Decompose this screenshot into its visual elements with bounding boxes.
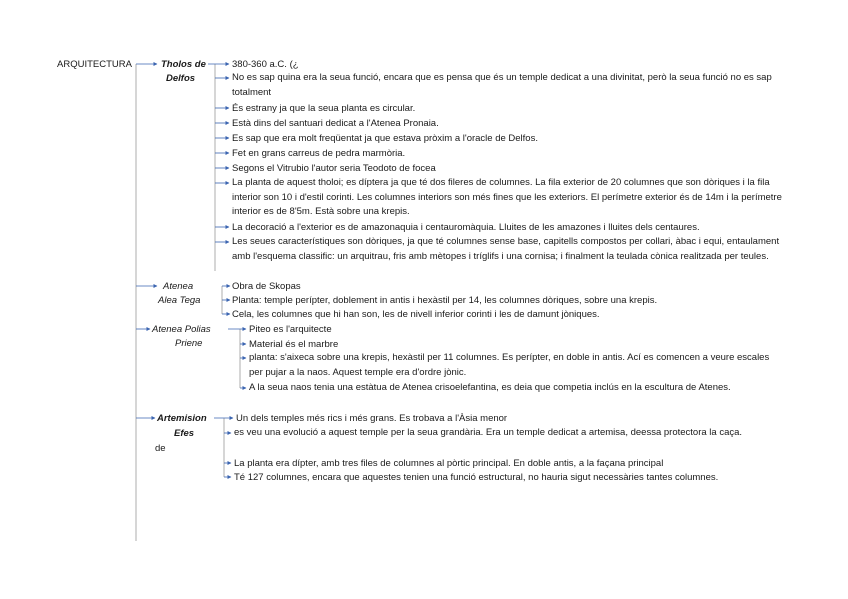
polias-item: Piteo es l'arquitecte [249, 324, 332, 335]
artemision-item: Un dels temples més rics i més grans. Es trobava a l'Àsia menor [236, 413, 508, 424]
artemision-item: La planta era dípter, amb tres files de columnes al pòrtic principal. En doble antis, a la façana principal [234, 458, 664, 469]
topic-artemision-title-line3: de [155, 443, 166, 454]
tholos-item: No es sap quina era la seua funció, encara que es pensa que és un temple dedicat a una divinitat, però la seua funció no es sap totalment [232, 72, 772, 98]
alea-item: Obra de Skopas [232, 281, 301, 292]
topic-alea-title-line2: Alea Tega [158, 295, 201, 306]
alea-item: Cela, les columnes que hi han son, les de nivell inferior corinti i les de damunt jòniques. [232, 309, 600, 320]
tholos-item: Està dins del santuari dedicat a l'Atenea Pronaia. [232, 118, 439, 129]
polias-item: planta: s'aixeca sobre una krepis, hexàstil per 11 columnes. Es perípter, en doble in antis. Ací es comencen a veure escales per pujar a la naos. Aquest temple era d'ordre jònic. [249, 352, 770, 378]
topic-polias-title-line1: Atenea Polias [152, 324, 211, 335]
topic-tholos-title-line1: Tholos de [161, 59, 206, 70]
tholos-item: La decoració a l'exterior es de amazonaquia i centauromàquia. Lluites de les amazones i lluites dels centaures. [232, 222, 700, 233]
tholos-item: Es sap que era molt freqüentat ja que estava pròxim a l'oracle de Delfos. [232, 133, 538, 144]
topic-artemision-title-line2: Efes [174, 428, 195, 439]
artemision-item: Té 127 columnes, encara que aquestes tenien una funció estructural, no hauria sigut necessàries tantes columnes. [234, 472, 719, 483]
artemision-item: es veu una evolució a aquest temple per la seua grandària. Era un temple dedicat a artemisa, deessa protectora la caça. [234, 427, 743, 438]
topic-artemision-title-line1: Artemision [157, 413, 207, 424]
polias-item: A la seua naos tenia una estàtua de Atenea crisoelefantina, es deia que competia inclús en la escultura de Atenes. [249, 382, 731, 393]
tholos-item: 380-360 a.C. (¿ [232, 59, 299, 70]
topic-tholos-title-line2: Delfos [166, 73, 196, 84]
polias-item: Material és el marbre [249, 339, 339, 350]
tholos-item: La planta de aquest tholoi; es díptera ja que té dos fileres de columnes. La fila exterior de 20 columnes que son dòriques i la fila interior son 10 i d'estil corinti. Les columnes interiors son més fines que les exteriors. El perímetre exterior és de 14m i la perímetre interior es de 8'5m. Està sobre una krepis. [232, 177, 782, 218]
alea-item: Planta: temple perípter, doblement in antis i hexàstil per 14, les columnes dòriques, sobre una krepis. [232, 295, 658, 306]
tholos-item: És estrany ja que la seua planta es circular. [232, 103, 416, 114]
tholos-item: Les seues característiques son dòriques, ja que té columnes sense base, capitells compostos per collari, àbac i equi, entaulament amb l'esquema classific: un arquitrau, fris amb mètopes i tríglifs i una cornisa; i finalment la teulada cònica realitzada per teules. [232, 236, 780, 262]
tholos-item: Fet en grans carreus de pedra marmòria. [232, 148, 406, 159]
topic-polias-title-line2: Priene [175, 338, 203, 349]
topic-alea-title-line1: Atenea [163, 281, 194, 292]
tholos-item: Segons el Vitrubio l'autor seria Teodoto de focea [232, 163, 436, 174]
root-node-label: ARQUITECTURA [57, 59, 132, 70]
